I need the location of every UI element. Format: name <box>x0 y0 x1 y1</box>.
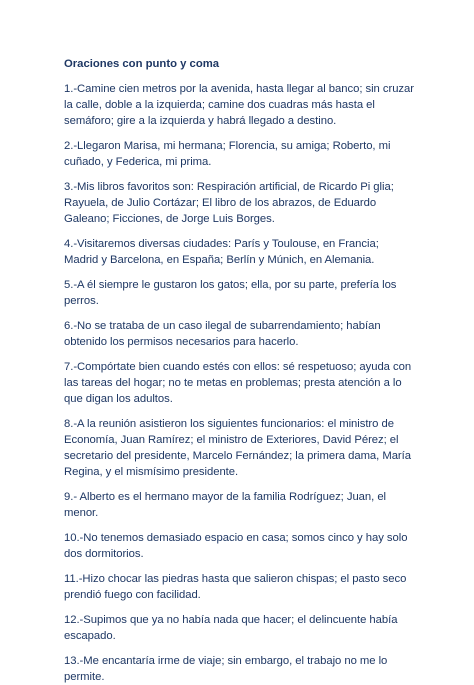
sentence-1: 1.-Camine cien metros por la avenida, hasta llegar al banco; sin cruzar la calle, doble a la izquierda; camine dos cuadras más hasta el semáforo; gire a la izquierda y habrá llegado a destino. <box>64 83 414 127</box>
sentence-8: 8.-A la reunión asistieron los siguientes funcionarios: el ministro de Economía, Juan Ramírez; el ministro de Exteriores, David Pérez; el secretario del presidente, Marcelo Fernández; la primera dama, María Regina, y el mismísimo presidente. <box>64 418 411 478</box>
sentence-12: 12.-Supimos que ya no había nada que hacer; el delincuente había escapado. <box>64 614 398 642</box>
sentence-list <box>64 81 414 685</box>
sentence-10: 10.-No tenemos demasiado espacio en casa; somos cinco y hay solo dos dormitorios. <box>64 532 408 560</box>
sentence-13: 13.-Me encantaría irme de viaje; sin embargo, el trabajo no me lo permite. <box>64 655 388 683</box>
document-title: Oraciones con punto y coma <box>64 58 220 70</box>
sentence-3: 3.-Mis libros favoritos son: Respiración artificial, de Ricardo Pi glia; Rayuela, de Julio Cortázar; El libro de los abrazos, de Eduardo Galeano; Ficciones, de Jorge Luis Borges. <box>64 181 394 225</box>
sentence-7: 7.-Compórtate bien cuando estés con ellos: sé respetuoso; ayuda con las tareas del hogar; no te metas en problemas; presta atención a lo que digan los adultos. <box>64 361 412 405</box>
sentence-9: 9.- Alberto es el hermano mayor de la familia Rodríguez; Juan, el menor. <box>64 491 387 519</box>
sentence-5: 5.-A él siempre le gustaron los gatos; ella, por su parte, prefería los perros. <box>64 279 397 307</box>
sentence-6: 6.-No se trataba de un caso ilegal de subarrendamiento; habían obtenido los permisos necesarios para hacerlo. <box>64 320 381 348</box>
sentence-4: 4.-Visitaremos diversas ciudades: París y Toulouse, en Francia; Madrid y Barcelona, en España; Berlín y Múnich, en Alemania. <box>64 238 379 266</box>
sentence-2: 2.-Llegaron Marisa, mi hermana; Florencia, su amiga; Roberto, mi cuñado, y Federica, mi prima. <box>64 140 391 168</box>
sentence-11: 11.-Hizo chocar las piedras hasta que salieron chispas; el pasto seco prendió fuego con facilidad. <box>64 573 407 601</box>
